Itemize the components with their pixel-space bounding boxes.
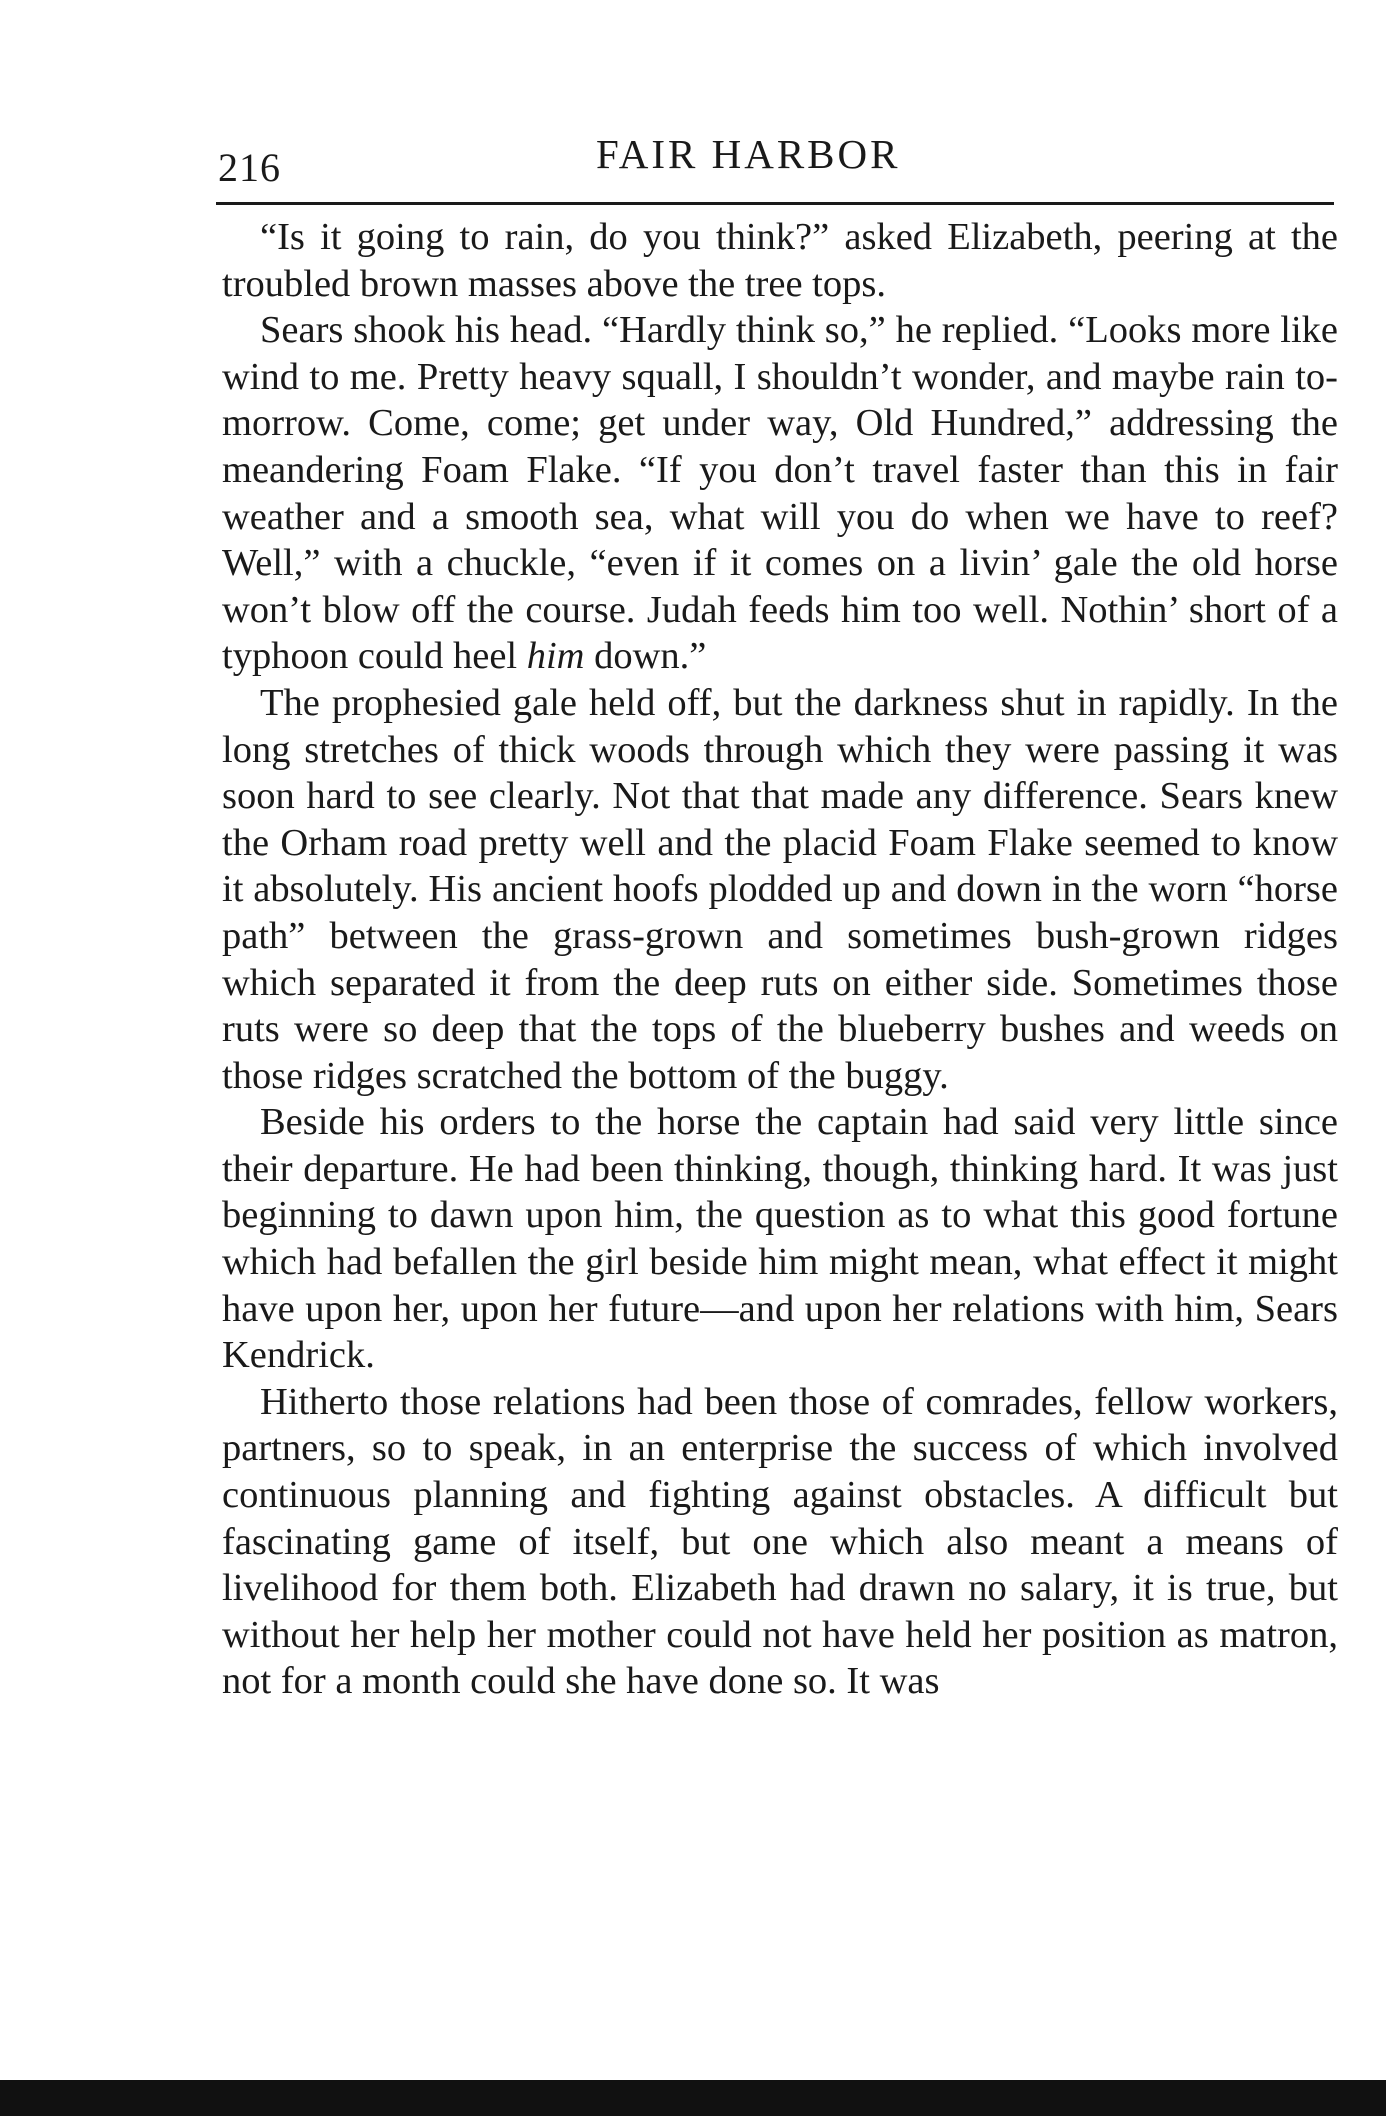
paragraph [222, 307, 1338, 680]
paragraph-text: Sears shook his head. “Hardly think so,” he replied. “Looks more like wind to me. Pretty heavy squall, I shouldn’t wonder, and maybe rain to-morrow. Come, come; get under way, Old Hundred,” addressing the meandering Foam Flake. “If you don’t travel faster than this in fair weather and a smooth sea, what will you do when we have to reef? Well,” with a chuckle, “even if it comes on a livin’ gale the old horse won’t blow off the course. Judah feeds him too well. Nothin’ short of a typhoon could heel [222, 309, 1338, 678]
italic-word: him [526, 635, 585, 678]
page-header [216, 128, 1336, 198]
paragraph-tail: down.” [584, 635, 707, 678]
paragraph: “Is it going to rain, do you think?” asked Elizabeth, peering at the troubled brown masses above the tree tops. [222, 216, 1338, 305]
paragraph: Hitherto those relations had been those of comrades, fellow workers, partners, so to speak, in an enterprise the success of which involved continuous planning and fighting against obstacles. A difficult but fascinating game of itself, but one which also meant a means of livelihood for them both. Elizabeth had drawn no salary, it is true, but without her help her mother could not have held her position as matron, not for a month could she have done so. It was [222, 1380, 1338, 1703]
page-number: 216 [218, 145, 281, 190]
paragraph: Beside his orders to the horse the captain had said very little since their departure. He had been thinking, though, thinking hard. It was just beginning to dawn upon him, the question as to what this good fortune which had befallen the girl beside him might mean, what effect it might have upon her, upon her future—and upon her relations with him, Sears Kendrick. [222, 1101, 1338, 1377]
header-rule [216, 202, 1334, 205]
body-text [222, 214, 1338, 1994]
paragraph: The prophesied gale held off, but the darkness shut in rapidly. In the long stretches of thick woods through which they were passing it was soon hard to see clearly. Not that that made any difference. Sears knew the Orham road pretty well and the placid Foam Flake seemed to know it absolutely. His ancient hoofs plodded up and down in the worn “horse path” between the grass-grown and sometimes bush-grown ridges which separated it from the deep ruts on either side. Sometimes those ruts were so deep that the tops of the blueberry bushes and weeds on those ridges scratched the bottom of the buggy. [222, 681, 1338, 1097]
scan-bottom-edge [0, 2080, 1386, 2116]
running-head: FAIR HARBOR [596, 131, 901, 177]
